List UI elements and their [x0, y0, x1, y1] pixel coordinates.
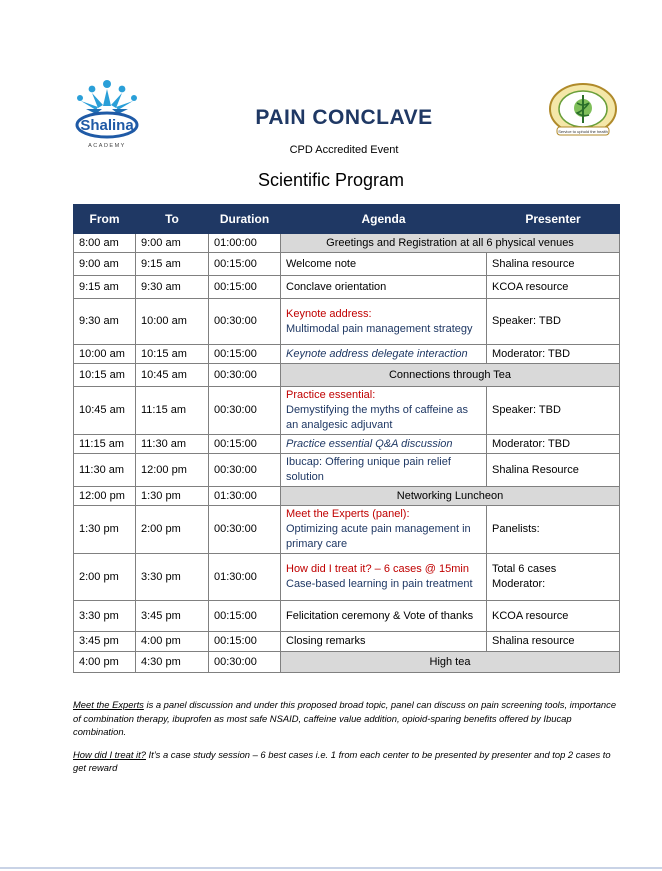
footnote-term: Meet the Experts: [73, 699, 144, 710]
col-header-presenter: Presenter: [487, 205, 620, 234]
cell-duration: 00:15:00: [209, 345, 281, 364]
table-row: [74, 345, 620, 364]
cell-span: Connections through Tea: [281, 364, 620, 387]
program-title: Scientific Program: [257, 170, 405, 190]
footnote-text: It’s a case study session – 6 best cases i.e. 1 from each center to be presented by presenter and top 2 cases to get reward: [73, 748, 611, 773]
cell-from: 10:00 am: [74, 345, 136, 364]
cell-to: 9:00 am: [136, 234, 209, 253]
cell-duration: 00:30:00: [209, 454, 281, 487]
cell-presenter: Moderator: TBD: [487, 435, 620, 454]
cell-to: 9:30 am: [136, 276, 209, 299]
cell-from: 10:15 am: [74, 364, 136, 387]
agenda-topic: Demystifying the myths of caffeine as an analgesic adjuvant: [286, 404, 468, 431]
cell-agenda: [281, 387, 487, 435]
page-subtitle: CPD Accredited Event: [289, 144, 399, 156]
cell-duration: 00:15:00: [209, 276, 281, 299]
cell-agenda: [281, 554, 487, 601]
cell-from: 2:00 pm: [74, 554, 136, 601]
cell-to: 3:45 pm: [136, 601, 209, 632]
table-row: [74, 652, 620, 673]
table-row: [74, 601, 620, 632]
cell-duration: 01:00:00: [209, 234, 281, 253]
table-row: [74, 632, 620, 652]
cell-from: 4:00 pm: [74, 652, 136, 673]
cell-agenda: Closing remarks: [281, 632, 487, 652]
cell-to: 4:00 pm: [136, 632, 209, 652]
cell-from: 12:00 pm: [74, 487, 136, 506]
table-row: [74, 234, 620, 253]
cell-agenda: Welcome note: [281, 253, 487, 276]
page-bottom-divider: [0, 867, 662, 869]
table-row: [74, 364, 620, 387]
cell-from: 3:45 pm: [74, 632, 136, 652]
table-row: [74, 506, 620, 554]
cell-from: 11:30 am: [74, 454, 136, 487]
cell-agenda: [281, 299, 487, 345]
cell-to: 12:00 pm: [136, 454, 209, 487]
cell-presenter: Moderator: TBD: [487, 345, 620, 364]
cell-duration: 00:15:00: [209, 601, 281, 632]
cell-span: Greetings and Registration at all 6 physical venues: [281, 234, 620, 253]
page-title: PAIN CONCLAVE: [255, 106, 433, 129]
cell-from: 1:30 pm: [74, 506, 136, 554]
cell-span: High tea: [281, 652, 620, 673]
table-row: [74, 487, 620, 506]
cell-to: 3:30 pm: [136, 554, 209, 601]
cell-duration: 00:30:00: [209, 652, 281, 673]
cell-from: 9:00 am: [74, 253, 136, 276]
cell-to: 4:30 pm: [136, 652, 209, 673]
seal-motto: Service to uphold the health: [558, 129, 608, 134]
footnote-term: How did I treat it?: [73, 748, 146, 760]
cell-agenda: [281, 506, 487, 554]
cell-to: 2:00 pm: [136, 506, 209, 554]
col-header-from: From: [74, 205, 136, 234]
cell-duration: 01:30:00: [209, 554, 281, 601]
cell-duration: 00:15:00: [209, 253, 281, 276]
cell-to: 10:15 am: [136, 345, 209, 364]
col-header-duration: Duration: [209, 205, 281, 234]
cell-duration: 01:30:00: [209, 487, 281, 506]
cell-presenter: Shalina resource: [487, 632, 620, 652]
cell-from: 9:30 am: [74, 299, 136, 345]
cell-duration: 00:30:00: [209, 387, 281, 435]
cell-presenter: Speaker: TBD: [487, 387, 620, 435]
cell-from: 3:30 pm: [74, 601, 136, 632]
cell-duration: 00:15:00: [209, 632, 281, 652]
table-row: [74, 253, 620, 276]
cell-duration: 00:15:00: [209, 435, 281, 454]
table-row: [74, 299, 620, 345]
cell-span: Networking Luncheon: [281, 487, 620, 506]
presenter-line-1: Total 6 cases: [492, 563, 557, 575]
agenda-session-type: Meet the Experts (panel):: [286, 508, 410, 520]
agenda-topic: Multimodal pain management strategy: [286, 322, 473, 335]
agenda-topic: Case-based learning in pain treatment: [286, 578, 473, 590]
agenda-session-type: Practice essential:: [286, 389, 376, 401]
agenda-session-type: How did I treat it? – 6 cases @ 15min: [286, 563, 469, 575]
table-row: [74, 276, 620, 299]
cell-presenter: Panelists:: [487, 506, 620, 554]
cell-to: 10:00 am: [136, 299, 209, 345]
cell-presenter: KCOA resource: [487, 276, 620, 299]
cell-presenter: Speaker: TBD: [487, 299, 620, 345]
cell-presenter: Shalina resource: [487, 253, 620, 276]
cell-from: 10:45 am: [74, 387, 136, 435]
schedule-table: [73, 204, 620, 673]
footnote-how-did-i-treat: [73, 748, 619, 775]
table-row: [74, 387, 620, 435]
cell-to: 1:30 pm: [136, 487, 209, 506]
cell-presenter: Shalina Resource: [487, 454, 620, 487]
cell-from: 8:00 am: [74, 234, 136, 253]
logo-left-text: Shalina: [80, 117, 134, 134]
cell-to: 10:45 am: [136, 364, 209, 387]
cell-duration: 00:30:00: [209, 299, 281, 345]
cell-presenter: KCOA resource: [487, 601, 620, 632]
footnote-meet-experts: [73, 698, 619, 739]
presenter-line-2: Moderator:: [492, 578, 546, 590]
cell-agenda: Felicitation ceremony & Vote of thanks: [281, 601, 487, 632]
cell-agenda: Ibucap: Offering unique pain relief solution: [281, 454, 487, 487]
table-header-row: [74, 205, 620, 234]
col-header-to: To: [136, 205, 209, 234]
cell-to: 11:15 am: [136, 387, 209, 435]
agenda-session-type: Keynote address:: [286, 307, 372, 320]
agenda-topic: Optimizing acute pain management in primary care: [286, 523, 471, 550]
cell-duration: 00:30:00: [209, 364, 281, 387]
table-row: [74, 454, 620, 487]
cell-agenda: Keynote address delegate interaction: [281, 345, 487, 364]
cell-agenda: Conclave orientation: [281, 276, 487, 299]
table-row: [74, 435, 620, 454]
cell-to: 11:30 am: [136, 435, 209, 454]
cell-from: 11:15 am: [74, 435, 136, 454]
col-header-agenda: Agenda: [281, 205, 487, 234]
cell-from: 9:15 am: [74, 276, 136, 299]
cell-to: 9:15 am: [136, 253, 209, 276]
logo-left-subtext: ACADEMY: [88, 143, 126, 149]
footnote-text: is a panel discussion and under this proposed broad topic, panel can discuss on pain screening tools, importance of combination therapy, ibuprofen as most safe NSAID, caffeine value addition, opioid-sparing benefits offered by Ibucap combination.: [73, 699, 617, 737]
cell-presenter: [487, 554, 620, 601]
cell-duration: 00:30:00: [209, 506, 281, 554]
table-row: [74, 554, 620, 601]
cell-agenda: Practice essential Q&A discussion: [281, 435, 487, 454]
footnotes: [73, 698, 619, 784]
